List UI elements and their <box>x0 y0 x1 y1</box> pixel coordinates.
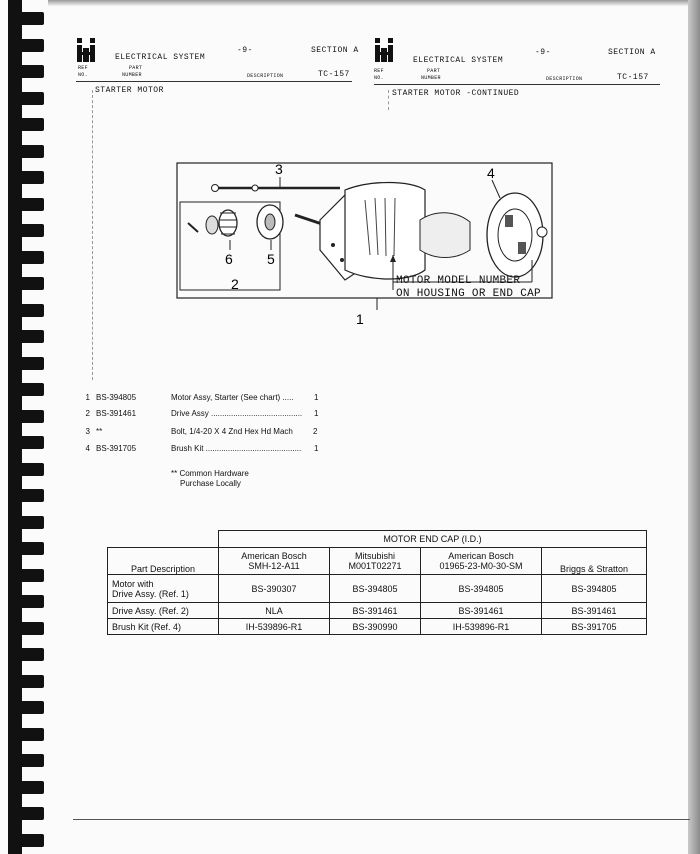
pinion-gear <box>219 210 237 236</box>
binder-hole <box>20 304 44 317</box>
header-left-description-label: DESCRIPTION <box>247 73 284 79</box>
header-right-description-label: DESCRIPTION <box>546 76 583 82</box>
end-cap <box>487 193 543 277</box>
row-label: Motor with Drive Assy. (Ref. 1) <box>108 575 219 603</box>
ih-logo-left <box>76 38 96 62</box>
binder-hole <box>20 410 44 423</box>
hardware-note-line-2: Purchase Locally <box>180 479 241 488</box>
part-quantity: 2 <box>313 427 318 436</box>
table-cell: BS-394805 <box>421 575 542 603</box>
table-cell: BS-390307 <box>219 575 330 603</box>
binder-spine <box>0 0 48 854</box>
binder-hole <box>20 622 44 635</box>
header-right-section: SECTION A <box>608 48 656 57</box>
binder-hole <box>20 542 44 555</box>
header-left-page-number: -9- <box>237 46 253 55</box>
binder-hole <box>20 489 44 502</box>
callout-5: 5 <box>267 251 275 267</box>
binder-hole <box>20 807 44 820</box>
table-cell: BS-391705 <box>542 619 647 635</box>
binder-hole <box>20 145 44 158</box>
brush-2 <box>518 242 526 254</box>
motor-model-number-note <box>396 275 541 301</box>
table-cell: BS-394805 <box>330 575 421 603</box>
header-left-ref-label: REF <box>78 65 88 71</box>
binder-hole <box>20 277 44 290</box>
binder-hole <box>20 12 44 25</box>
note-line-1: MOTOR MODEL NUMBER <box>396 275 521 287</box>
header-right-subtitle: STARTER MOTOR -CONTINUED <box>392 89 520 98</box>
column-header-mitsubishi: Mitsubishi M001T02271 <box>330 548 421 575</box>
table-cell: BS-391461 <box>542 603 647 619</box>
motor-end-cap-table <box>107 530 647 635</box>
clutch-hub <box>265 214 275 230</box>
table-row <box>108 575 647 603</box>
ih-logo-right <box>374 38 394 62</box>
table-group-header: MOTOR END CAP (I.D.) <box>219 531 647 548</box>
header-left-no-label: NO. <box>78 72 88 78</box>
field-housing <box>345 183 425 280</box>
brush-1 <box>505 215 513 227</box>
ref-number: 4 <box>85 444 90 453</box>
table-cell: NLA <box>219 603 330 619</box>
header-left-section-title: ELECTRICAL SYSTEM <box>115 53 206 62</box>
column-header-american-bosch-01965: American Bosch 01965-23-M0-30-SM <box>421 548 542 575</box>
binder-hole <box>20 357 44 370</box>
binder-hole <box>20 781 44 794</box>
binder-hole <box>20 516 44 529</box>
binder-hole <box>20 701 44 714</box>
common-hardware-note <box>171 469 249 489</box>
row-label: Brush Kit (Ref. 4) <box>108 619 219 635</box>
row-label: Drive Assy. (Ref. 2) <box>108 603 219 619</box>
commutator <box>420 213 470 258</box>
binder-hole <box>20 383 44 396</box>
part-number: BS-394805 <box>96 393 137 402</box>
binder-hole <box>20 65 44 78</box>
header-left-rule <box>76 81 352 82</box>
binder-hole <box>20 39 44 52</box>
table-cell: BS-394805 <box>542 575 647 603</box>
header-right-number-label: NUMBER <box>421 75 441 81</box>
binder-hole <box>20 330 44 343</box>
binder-hole <box>20 92 44 105</box>
binder-hole <box>20 224 44 237</box>
binder-hole <box>20 675 44 688</box>
part-description: Drive Assy ......................................... <box>171 409 303 418</box>
table-cell: IH-539896-R1 <box>219 619 330 635</box>
header-left-code: TC-157 <box>318 70 350 79</box>
binder-hole <box>20 198 44 211</box>
header-right-no-label: NO. <box>374 75 384 81</box>
ref-number: 2 <box>85 409 90 418</box>
bolt-head-left <box>212 185 219 192</box>
part-quantity: 1 <box>314 409 319 418</box>
drive-washer <box>206 216 218 234</box>
column-header-briggs-stratton: Briggs & Stratton <box>542 548 647 575</box>
binder-hole <box>20 251 44 264</box>
header-left-subtitle: STARTER MOTOR <box>95 86 164 95</box>
part-description: Motor Assy, Starter (See chart) ..... <box>171 393 294 402</box>
header-right-rule <box>374 84 660 85</box>
table-row <box>108 603 647 619</box>
header-right-part-label: PART <box>427 68 441 74</box>
part-quantity: 1 <box>314 444 319 453</box>
column-header-american-bosch-smh: American Bosch SMH-12-A11 <box>219 548 330 575</box>
header-right-section-title: ELECTRICAL SYSTEM <box>413 56 504 65</box>
header-left-part-label: PART <box>129 65 143 71</box>
pin <box>188 223 198 232</box>
bolt-head-mid <box>252 185 258 191</box>
binder-hole <box>20 648 44 661</box>
hardware-note-line-1: ** Common Hardware <box>171 469 249 478</box>
header-right-ref-label: REF <box>374 68 384 74</box>
part-description: Brush Kit ........................................... <box>171 444 302 453</box>
binder-hole <box>20 171 44 184</box>
binder-hole <box>20 834 44 847</box>
mount-hole-1 <box>331 243 335 247</box>
part-description: Bolt, 1/4-20 X 4 Znd Hex Hd Mach <box>171 427 293 436</box>
part-number: BS-391461 <box>96 409 137 418</box>
binder-hole <box>20 436 44 449</box>
callout-2: 2 <box>231 276 239 292</box>
callout-1: 1 <box>356 311 364 327</box>
page-edge <box>688 0 700 854</box>
callout-6: 6 <box>225 251 233 267</box>
bottom-rule <box>73 819 690 820</box>
binder-hole <box>20 569 44 582</box>
header-left-section: SECTION A <box>311 46 359 55</box>
part-number: BS-391705 <box>96 444 137 453</box>
part-quantity: 1 <box>314 393 319 402</box>
binder-hole <box>20 754 44 767</box>
binder-hole <box>20 463 44 476</box>
ref-number: 1 <box>85 393 90 402</box>
table-cell: BS-391461 <box>421 603 542 619</box>
header-left-number-label: NUMBER <box>122 72 142 78</box>
table-cell: BS-391461 <box>330 603 421 619</box>
mount-hole-2 <box>340 258 344 262</box>
binder-hole <box>20 728 44 741</box>
table-row <box>108 619 647 635</box>
table-cell: IH-539896-R1 <box>421 619 542 635</box>
binder-hole <box>20 118 44 131</box>
column-guide-left <box>92 90 93 380</box>
part-number: ** <box>96 427 103 436</box>
binder-hole <box>20 595 44 608</box>
header-right-code: TC-157 <box>617 73 649 82</box>
header-right-page-number: -9- <box>535 48 551 57</box>
column-guide-right <box>388 90 389 110</box>
page-shadow <box>48 0 688 6</box>
callout-4: 4 <box>487 165 495 181</box>
table-cell: BS-390990 <box>330 619 421 635</box>
column-header-part-description: Part Description <box>108 548 219 575</box>
note-line-2: ON HOUSING OR END CAP <box>396 288 541 300</box>
starter-motor-exploded-view <box>170 160 560 330</box>
ref-number: 3 <box>85 427 90 436</box>
terminal-stud <box>537 227 547 237</box>
callout-3: 3 <box>275 161 283 177</box>
